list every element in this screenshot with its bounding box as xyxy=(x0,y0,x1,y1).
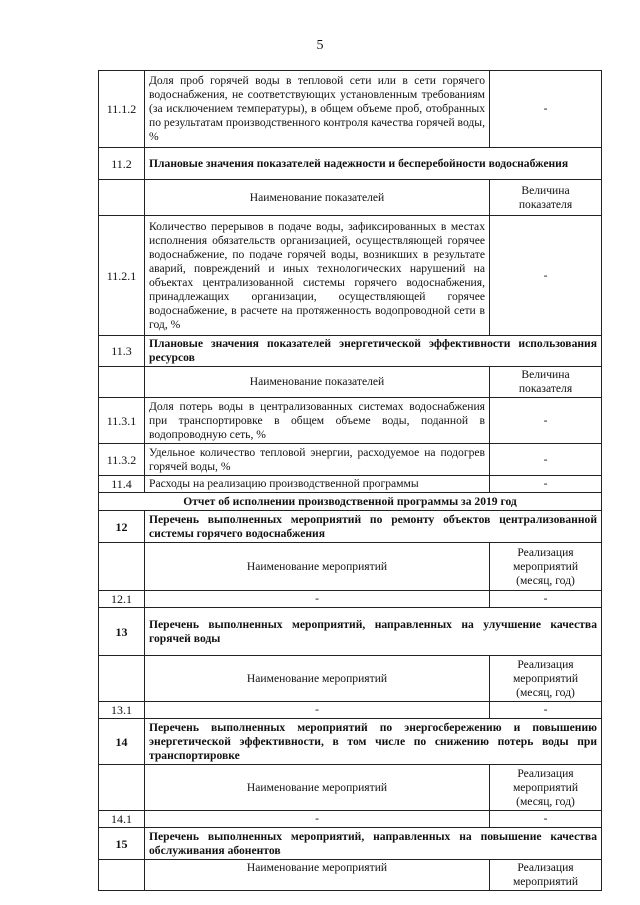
measure-name: - xyxy=(145,591,490,608)
section-number: 15 xyxy=(99,828,145,860)
table-row-11-4 xyxy=(99,476,602,493)
indicator-text: Удельное количество тепловой энергии, расходуемое на подогрев горячей воды, % xyxy=(145,444,490,476)
table-row-14-1 xyxy=(99,811,602,828)
table-row-11-2-1 xyxy=(99,216,602,336)
section-title: Плановые значения показателей надежности и бесперебойности водоснабжения xyxy=(145,148,602,180)
measure-impl: - xyxy=(490,591,602,608)
empty-cell xyxy=(99,656,145,702)
report-title: Отчет об исполнении производственной программы за 2019 год xyxy=(99,493,602,511)
report-title-row xyxy=(99,493,602,511)
column-header-row xyxy=(99,367,602,398)
indicator-name-header: Наименование показателей xyxy=(145,367,490,398)
section-number: 13 xyxy=(99,608,145,656)
section-number: 14 xyxy=(99,719,145,765)
row-number: 11.3.2 xyxy=(99,444,145,476)
table-row-11-1-2 xyxy=(99,71,602,148)
indicator-text: Расходы на реализацию производственной программы xyxy=(145,476,490,493)
column-header-row xyxy=(99,656,602,702)
section-title: Перечень выполненных мероприятий, направленных на повышение качества обслуживания абонентов xyxy=(145,828,602,860)
empty-cell xyxy=(99,860,145,891)
table-row-13-1 xyxy=(99,702,602,719)
indicator-value: - xyxy=(490,444,602,476)
indicator-value: - xyxy=(490,476,602,493)
indicator-text: Доля потерь воды в централизованных системах водоснабжения при транспортировке в общем объеме воды, поданной в водопроводную сеть, % xyxy=(145,398,490,444)
column-header-row xyxy=(99,860,602,891)
column-header-row xyxy=(99,765,602,811)
section-title: Перечень выполненных мероприятий по ремонту объектов централизованной системы горячего водоснабжения xyxy=(145,511,602,543)
section-row-13 xyxy=(99,608,602,656)
section-number: 12 xyxy=(99,511,145,543)
section-row-14 xyxy=(99,719,602,765)
measure-impl: - xyxy=(490,702,602,719)
measure-name-header: Наименование мероприятий xyxy=(145,656,490,702)
row-number: 11.2.1 xyxy=(99,216,145,336)
empty-cell xyxy=(99,180,145,216)
indicator-value-header: Величина показателя xyxy=(490,367,602,398)
page-number: 5 xyxy=(316,38,324,53)
section-row-11-3 xyxy=(99,336,602,367)
row-number: 11.3.1 xyxy=(99,398,145,444)
row-number: 14.1 xyxy=(99,811,145,828)
empty-cell xyxy=(99,543,145,591)
indicator-value: - xyxy=(490,71,602,148)
section-title: Перечень выполненных мероприятий по энергосбережению и повышению энергетической эффективности, в том числе по снижению потерь воды при транспортировке xyxy=(145,719,602,765)
empty-cell xyxy=(99,367,145,398)
production-program-table xyxy=(98,70,602,891)
measure-impl-header: Реализация мероприятий (месяц, год) xyxy=(490,765,602,811)
indicator-value: - xyxy=(490,398,602,444)
row-number: 13.1 xyxy=(99,702,145,719)
section-title: Перечень выполненных мероприятий, направленных на улучшение качества горячей воды xyxy=(145,608,602,656)
measure-name: - xyxy=(145,702,490,719)
section-number: 11.3 xyxy=(99,336,145,367)
row-number: 11.4 xyxy=(99,476,145,493)
measure-impl: - xyxy=(490,811,602,828)
empty-cell xyxy=(99,765,145,811)
section-row-15 xyxy=(99,828,602,860)
indicator-text: Доля проб горячей воды в тепловой сети или в сети горячего водоснабжения, не соответствующих установленным требованиям (за исключением температуры), в общем объеме проб, отобранных по результатам производственного контроля качества горячей воды, % xyxy=(145,71,490,148)
table-row-12-1 xyxy=(99,591,602,608)
section-row-12 xyxy=(99,511,602,543)
column-header-row xyxy=(99,180,602,216)
row-number: 11.1.2 xyxy=(99,71,145,148)
column-header-row xyxy=(99,543,602,591)
measure-impl-header: Реализация мероприятий (месяц, год) xyxy=(490,543,602,591)
table-row-11-3-2 xyxy=(99,444,602,476)
measure-name-header: Наименование мероприятий xyxy=(145,543,490,591)
indicator-name-header: Наименование показателей xyxy=(145,180,490,216)
indicator-text: Количество перерывов в подаче воды, зафиксированных в местах исполнения обязательств организацией, осуществляющей горячее водоснабжение, по подаче горячей воды, возникших в результате аварий, повреждений и иных технологических нарушений на объектах централизованной системы горячего водоснабжения, принадлежащих организации, осуществляющей горячее водоснабжение, в расчете на протяженность водопроводной сети в год, % xyxy=(145,216,490,336)
indicator-value-header: Величина показателя xyxy=(490,180,602,216)
measure-impl-header: Реализация мероприятий xyxy=(490,860,602,891)
section-title: Плановые значения показателей энергетической эффективности использования ресурсов xyxy=(145,336,602,367)
section-number: 11.2 xyxy=(99,148,145,180)
row-number: 12.1 xyxy=(99,591,145,608)
indicator-value: - xyxy=(490,216,602,336)
measure-impl-header: Реализация мероприятий (месяц, год) xyxy=(490,656,602,702)
measure-name-header: Наименование мероприятий xyxy=(145,765,490,811)
measure-name-header: Наименование мероприятий xyxy=(145,860,490,891)
measure-name: - xyxy=(145,811,490,828)
table-row-11-3-1 xyxy=(99,398,602,444)
section-row-11-2 xyxy=(99,148,602,180)
